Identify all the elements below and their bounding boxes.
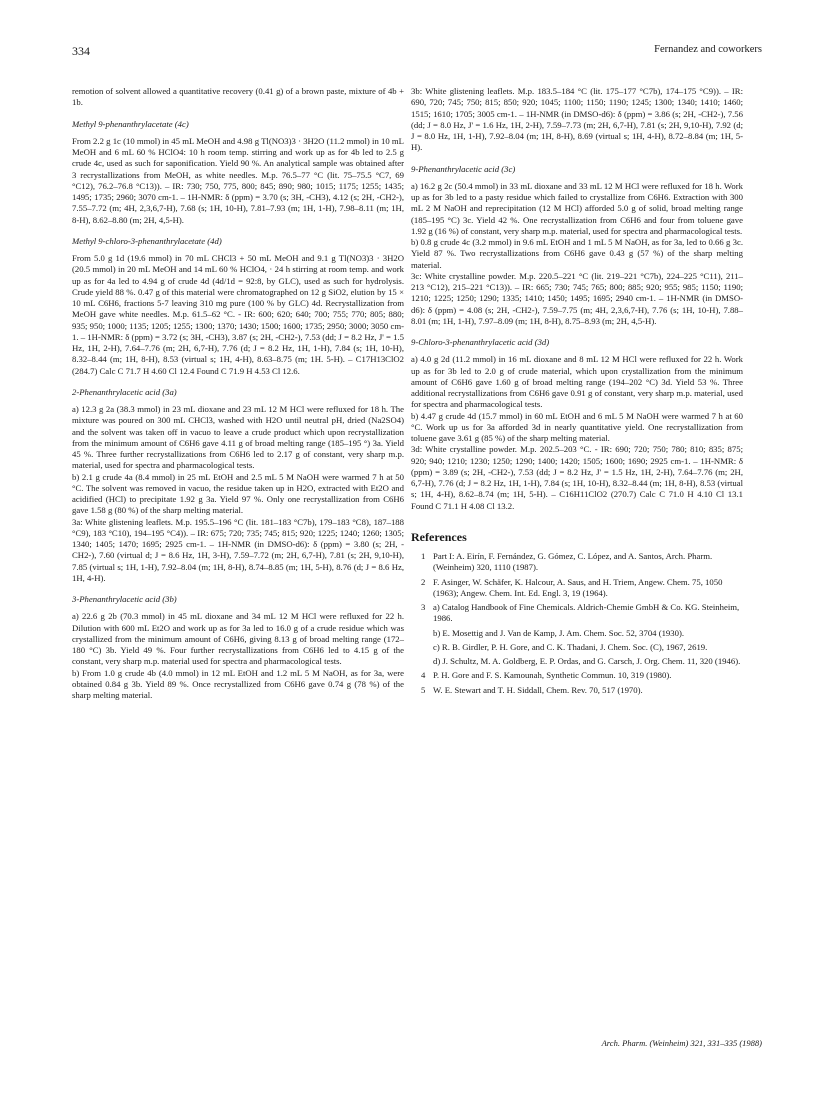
reference-text: a) Catalog Handbook of Fine Chemicals. Aldrich-Chemie GmbH & Co. KG. Steinheim, 1986. bbox=[433, 602, 740, 624]
reference-item bbox=[411, 670, 743, 681]
page-number: 334 bbox=[72, 44, 90, 58]
paragraph: 3b: White glistening leaflets. M.p. 183.5–184 °C (lit. 175–177 °C7b), 174–175 °C9)). – IR: 690, 720; 745; 750; 815; 850; 920; 1045; 1100; 1150; 1190; 1245; 1300; 1340; 1410; 1460; 1515; 1610; 1705; 3005 cm-1. – 1H-NMR (in DMSO-d6): δ (ppm) = 3.86 (s; 2H, -CH2-), 7.56 (dd; J = 8.0 Hz, J' = 1.6 Hz, 1H, 2-H), 7.59–7.73 (m; 2H, 6,7-H), 7.81 (s; 2H, 9,10-H), 7.92 (d; J = 8.0 Hz, 1H, 1-H), 7.92–8.04 (m; 1H, 8-H), 8.69 (virtual s; 1H, 4-H), 8.72–8.84 (m; 1H, 5-H). bbox=[411, 86, 743, 153]
reference-number: 5 bbox=[421, 684, 426, 695]
paragraph: 3c: White crystalline powder. M.p. 220.5–221 °C (lit. 219–221 °C7b), 224–225 °C11), 211–213 °C12), 215–221 °C13)). – IR: 665; 730; 745; 765; 800; 885; 920; 955; 985; 1150; 1190; 1210; 1225; 1250; 1290; 1335; 1410; 1450; 1495; 1695; 2940 cm-1. – 1H-NMR (in DMSO-d6): δ (ppm) = 4.08 (s; 2H, -CH2-), 7.59–7.75 (m; 4H, 2,3,6,7-H), 7.76 (s; 1H, 10-H), 7.88–8.01 (m; 1H, 1-H), 7.97–8.09 (m; 1H, 8-H), 8.75–8.93 (m; 2H, 4,5-H). bbox=[411, 270, 743, 326]
section-heading: 9-Phenanthrylacetic acid (3c) bbox=[411, 163, 516, 174]
references-list bbox=[411, 551, 743, 696]
reference-text: P. H. Gore and F. S. Kamounah, Synthetic Commun. 10, 319 (1980). bbox=[433, 670, 672, 681]
section-heading: 2-Phenanthrylacetic acid (3a) bbox=[72, 386, 177, 397]
section-heading: 3-Phenanthrylacetic acid (3b) bbox=[72, 594, 177, 604]
page-header bbox=[72, 44, 762, 60]
reference-text: Part I: A. Eirín, F. Fernández, G. Gómez, C. López, and A. Santos, Arch. Pharm. (Weinheim) 320, 1110 (1987). bbox=[433, 551, 713, 573]
paragraph: remotion of solvent allowed a quantitative recovery (0.41 g) of a brown paste, mixture of 4b + 1b. bbox=[72, 86, 404, 108]
paragraph: b) 4.47 g crude 4d (15.7 mmol) in 60 mL EtOH and 6 mL 5 M NaOH were warmed 7 h at 60 °C. Work up us for 3a afforded 3d in nearly quantitative yield. One recrystallization from toluene gave 3.61 g (85 %) of the sharp melting material. bbox=[411, 410, 743, 443]
right-column bbox=[411, 86, 743, 699]
reference-text: W. E. Stewart and T. H. Siddall, Chem. Rev. 70, 517 (1970). bbox=[433, 684, 643, 695]
section-heading: Methyl 9-phenanthrylacetate (4c) bbox=[72, 118, 189, 129]
paragraph: From 5.0 g 1d (19.6 mmol) in 70 mL CHCl3 + 50 mL MeOH and 9.1 g Tl(NO3)3 · 3H2O (20.5 mmol) in 20 mL MeOH and 14 mL 60 % HClO4, · 24 h stirring at room temp. and work up as for 4a led to 4.94 g of crude 4d (4d/1d = 92:8, by GLC), used as such for hydrolysis. Crude yield 88 %. 0.47 g of this material were chromatographed on 12 g SiO2, elution by 15 × 10 mL C6H6, fractions 5-7 leaving 310 mg pure (100 % by GLC) 4d. Recrystallization from MeOH gave white needles. M.p. 61.5–62 °C. - IR: 600; 620; 640; 700; 755; 770; 805; 880; 935; 950; 1000; 1135; 1205; 1255; 1300; 1370; 1430; 1500; 1600; 1735; 2950; 3000; 3050 cm-1. – 1H-NMR: δ (ppm) = 3.72 (s; 3H, -CH3), 3.87 (s; 2H, -CH2-), 7.53 (dd; J = 8.2 Hz, J' = 1.5 Hz, 1H, 2-H), 7.64–7.76 (m; 2H, 6,7-H), 7.76 (d; J = 8.2 Hz, 1H, 1-H), 7.84 (s; 1H, 10-H), 8.32–8.44 (m; 1H, 8-H), 8.53 (virtual s; 1H, 4-H), 8.63–8.75 (m; 1H. 5-H). – C17H13ClO2 (284.7) Calc C 71.7 H 4.60 Cl 12.4 Found C 71.9 H 4.53 Cl 12.6. bbox=[72, 253, 404, 376]
reference-item bbox=[411, 685, 743, 696]
paragraph: b) From 1.0 g crude 4b (4.0 mmol) in 12 mL EtOH and 1.2 mL 5 M NaOH, as for 3a, were obtained 0.84 g 3b. Yield 89 %. Once recrystallized from C6H6 gave 0.74 g (78 %) of the sharp melting material. bbox=[72, 667, 404, 700]
paragraph: a) 16.2 g 2c (50.4 mmol) in 33 mL dioxane and 33 mL 12 M HCl were refluxed for 18 h. Work up as for 3b led to a pasty residue which failed to crystallize from C6H6. Extraction with 300 mL 2 M NaOH and reprecipitation (12 M HCl) afforded 5.0 g of solid, broad melting range (185–195 °C) 3c. Yield 42 %. One recrystallization from C6H6 and four from toluene gave 1.92 g (16 %) of constant, very sharp m.p. material, used for spectra and pharmacological tests. bbox=[411, 180, 743, 236]
paragraph: a) 4.0 g 2d (11.2 mmol) in 16 mL dioxane and 8 mL 12 M HCl were refluxed for 22 h. Work up as for 3b led to 2.0 g of crude material, which upon crystallization from the minimum amount of C6H6 gave 1.60 g of broad melting range (194–202 °C) 3d. Yield 53 %. Three additional recrystallizations from C6H6 gave 0.91 g of constant, very sharp m.p. material, used for spectra and pharmacological tests. bbox=[411, 354, 743, 410]
reference-item bbox=[411, 656, 743, 667]
section-heading: 9-Chloro-3-phenanthrylacetic acid (3d) bbox=[411, 337, 550, 347]
reference-text: F. Asinger, W. Schäfer, K. Halcour, A. Saus, and H. Triem, Angew. Chem. 75, 1050 (1963); Angew. Chem. Int. Ed. Engl. 3, 19 (1964). bbox=[433, 576, 723, 598]
paragraph: b) 2.1 g crude 4a (8.4 mmol) in 25 mL EtOH and 2.5 mL 5 M NaOH were warmed 7 h at 50 °C. The solvent was removed in vacuo, the residue taken up in H2O, extracted with Et2O and acidified (HCl) to precipitate 1.92 g 3a. Yield 97 %. Only one recrystallization from C6H6 gave 1.58 g (80 %) of the sharp melting material. bbox=[72, 471, 404, 516]
reference-item bbox=[411, 628, 743, 639]
reference-item bbox=[411, 577, 743, 600]
paragraph: b) 0.8 g crude 4c (3.2 mmol) in 9.6 mL EtOH and 1 mL 5 M NaOH, as for 3a, led to 0.66 g 3c. Yield 87 %. Two recrystallizations from C6H6 gave 0.43 g (57 %) of the sharp melting material. bbox=[411, 237, 743, 270]
reference-number: 4 bbox=[421, 670, 426, 681]
reference-item bbox=[411, 551, 743, 574]
reference-text: b) E. Mosettig and J. Van de Kamp, J. Am. Chem. Soc. 52, 3704 (1930). bbox=[433, 627, 685, 638]
reference-text: d) J. Schultz, M. A. Goldberg, E. P. Ordas, and G. Carsch, J. Org. Chem. 11, 320 (1946). bbox=[433, 656, 741, 666]
journal-citation: Arch. Pharm. (Weinheim) 321, 331–335 (1988) bbox=[601, 1038, 762, 1048]
section-heading: Methyl 9-chloro-3-phenanthrylacetate (4d) bbox=[72, 235, 222, 246]
reference-number: 1 bbox=[421, 551, 426, 561]
running-head: Fernandez and coworkers bbox=[654, 44, 762, 55]
reference-item bbox=[411, 602, 743, 625]
references-heading: References bbox=[411, 529, 467, 544]
reference-number: 3 bbox=[421, 602, 426, 612]
paragraph: From 2.2 g 1c (10 mmol) in 45 mL MeOH and 4.98 g Tl(NO3)3 · 3H2O (11.2 mmol) in 10 mL MeOH and 6 mL 60 % HClO4: 10 h room temp. stirring and work up as for 4b led to 2.5 g crude 4c, used as such for saponification. Yield 90 %. An analytical sample was obtained after 3 recrystallizations from MeOH, as white needles. M.p. 76.5–77 °C (lit. 75–75.5 °C7, 69 °C12), 76.2–76.8 °C13)). – IR: 730; 750, 775, 800; 845; 890; 980; 1015; 1175; 1255; 1435; 1495; 1735; 2960; 3070 cm-1. – 1H-NMR: δ (ppm) = 3.70 (s; 3H, -CH3), 4.12 (s; 2H, -CH2-), 7.55–7.72 (m; 4H, 2,3,6,7-H), 7.68 (s; 1H, 10-H), 7.81–7.93 (m; 1H, 1-H), 7.98–8.11 (m; 1H, 8-H), 8.62–8.80 (m; 2H, 4,5-H). bbox=[72, 135, 404, 225]
paragraph: 3a: White glistening leaflets. M.p. 195.5–196 °C (lit. 181–183 °C7b), 179–183 °C8), 187–188 °C9), 183 °C10), 194–195 °C4)). – IR: 675; 720; 735; 745; 815; 920; 1225; 1240; 1260; 1305; 1340; 1405; 1470; 1695; 2925 cm-1. – 1H-NMR (in DMSO-d6): δ (ppm) = 3.80 (s; 2H, -CH2-), 7.60 (virtual d; J = 8.6 Hz, 1H, 3-H), 7.59–7.72 (m; 2H, 6,7-H), 7.81 (s; 2H, 9,10-H), 7.85 (virtual s; 1H, 1-H), 7.92–8.04 (m; 1H, 8-H), 8.74–8.85 (m; 1H, 5-H), 8.76 (d; J = 8.6 Hz, 1H, 4-H). bbox=[72, 516, 404, 583]
paragraph: a) 12.3 g 2a (38.3 mmol) in 23 mL dioxane and 23 mL 12 M HCl were refluxed for 18 h. The mixture was poured on 300 mL CHCl3, washed with H2O until neutral pH, dried (Na2SO4) and the solvent was taken off in vacuo to leave a crude product which upon recrystallization from the minimum amount of C6H6 gave 4.11 g of broad melting range (185–195 °) 3a. Yield 45 %. Three further recrystallizations from C6H6 led to 2.17 g of constant, very sharp m.p. material, used for spectra and pharmacological tests. bbox=[72, 404, 404, 471]
paragraph: a) 22.6 g 2b (70.3 mmol) in 45 mL dioxane and 34 mL 12 M HCl were refluxed for 22 h. Dilution with 600 mL Et2O and work up as for 3a led to 16.0 g of a crude residue which was crystallized from the minimum amount of C6H6, giving 8.13 g of broad melting range (172–180 °C) 3b. Yield 49 %. Four further recrystallizations from C6H6 led to 4.15 g of the constant, very sharp m.p. material used for spectra and pharmacological tests. bbox=[72, 611, 404, 667]
reference-number: 2 bbox=[421, 576, 426, 587]
reference-text: c) R. B. Girdler, P. H. Gore, and C. K. Thadani, J. Chem. Soc. (C), 1967, 2619. bbox=[433, 641, 708, 652]
reference-item bbox=[411, 642, 743, 653]
paragraph: 3d: White crystalline powder. M.p. 202.5–203 °C. - IR: 690; 720; 750; 780; 810; 835; 875; 920; 940; 1210; 1230; 1250; 1290; 1400; 1420; 1505; 1600; 1690; 2925 cm-1. – 1H-NMR: δ (ppm) = 3.89 (s; 2H, -CH2-), 7.53 (dd; J = 8.2 Hz, J' = 1.5 Hz, 1H, 2-H), 7.64–7.76 (m; 2H, 6,7-H), 7.76 (d; J = 8.2 Hz, 1H, 1-H), 7.84 (s; 1H, 10-H), 8.32–8.44 (m; 1H, 8-H), 8.53 (virtual s; 1H, 4-H), 8.62–8.74 (m; 1H, 5-H). – C16H11ClO2 (270.7) Calc C 71.0 H 4.10 Cl 13.1 Found C 71.1 H 4.08 Cl 13.2. bbox=[411, 444, 743, 511]
left-column bbox=[72, 86, 404, 707]
